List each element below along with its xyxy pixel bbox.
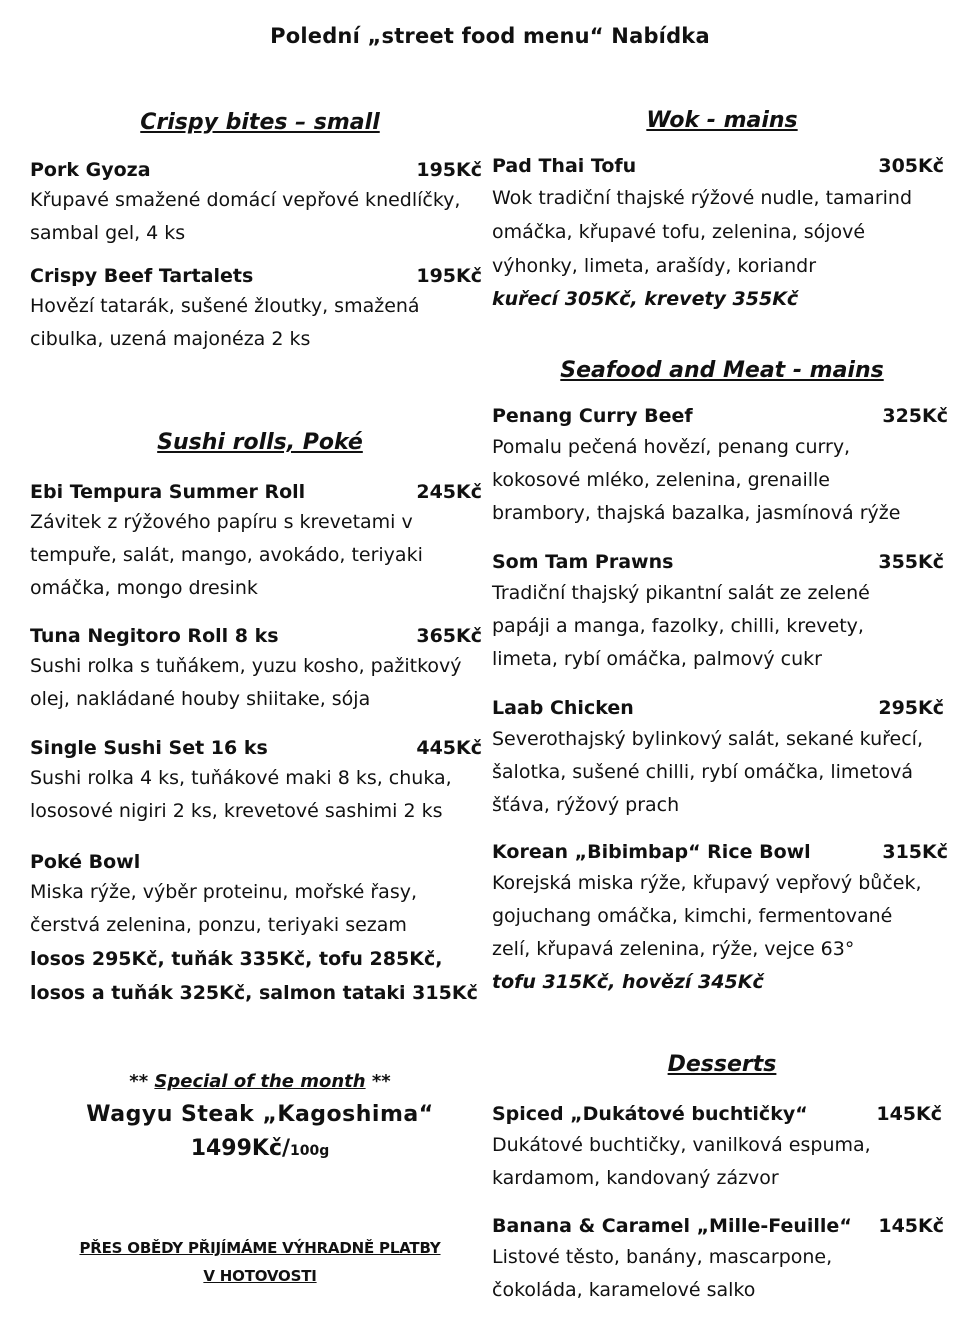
- menu-item-pad-thai-tofu: [492, 155, 944, 316]
- item-description-line: sambal gel, 4 ks: [30, 222, 186, 244]
- special-dish-price: [30, 1136, 490, 1161]
- payment-notice: [30, 1234, 490, 1290]
- section-heading-desserts: Desserts: [667, 1052, 777, 1077]
- item-name: Single Sushi Set 16 ks: [30, 737, 268, 759]
- section-heading-seafood-meat: Seafood and Meat - mains: [560, 358, 884, 383]
- item-price: 295Kč: [878, 697, 944, 719]
- item-name: Spiced „Dukátové buchtičky“: [492, 1103, 808, 1125]
- section-heading-wok: Wok - mains: [646, 108, 798, 133]
- item-description-line: Korejská miska rýže, křupavý vepřový bůček,: [492, 872, 922, 894]
- item-description-line: cibulka, uzená majonéza 2 ks: [30, 328, 311, 350]
- menu-item-penang-curry-beef: [492, 405, 948, 530]
- item-description-line: šalotka, sušené chilli, rybí omáčka, limetová: [492, 761, 914, 783]
- item-price: 445Kč: [416, 737, 482, 759]
- item-description-line: papáji a manga, fazolky, chilli, krevety,: [492, 615, 864, 637]
- menu-item-tuna-negitoro: [30, 625, 482, 716]
- item-description-line: čokoláda, karamelové salko: [492, 1279, 756, 1301]
- item-price: 195Kč: [416, 265, 482, 287]
- item-description-line: Wok tradiční thajské rýžové nudle, tamarind: [492, 187, 913, 209]
- item-price: 315Kč: [882, 841, 948, 863]
- menu-item-poke-bowl: [30, 851, 482, 1010]
- section-heading-sushi: Sushi rolls, Poké: [157, 430, 363, 455]
- item-description-line: Křupavé smažené domácí vepřové knedlíčky,: [30, 189, 461, 211]
- item-description-line: kokosové mléko, zelenina, grenaille: [492, 469, 830, 491]
- item-price: 145Kč: [876, 1103, 942, 1125]
- item-price: 245Kč: [416, 481, 482, 503]
- item-description-line: tempuře, salát, mango, avokádo, teriyaki: [30, 544, 423, 566]
- item-description-line: limeta, rybí omáčka, palmový cukr: [492, 648, 822, 670]
- item-variant-prices: losos a tuňák 325Kč, salmon tataki 315Kč: [30, 982, 478, 1004]
- item-name: Pork Gyoza: [30, 159, 151, 181]
- item-description-line: Sushi rolka 4 ks, tuňákové maki 8 ks, chuka,: [30, 767, 452, 789]
- special-of-month-label: [30, 1071, 490, 1092]
- item-description-line: Listové těsto, banány, mascarpone,: [492, 1246, 833, 1268]
- item-name: Banana & Caramel „Mille-Feuille“: [492, 1215, 852, 1237]
- item-price: 325Kč: [882, 405, 948, 427]
- menu-item-pork-gyoza: [30, 159, 482, 250]
- item-description-line: čerstvá zelenina, ponzu, teriyaki sezam: [30, 914, 407, 936]
- item-price: 145Kč: [878, 1215, 944, 1237]
- menu-item-ebi-tempura: [30, 481, 482, 605]
- item-description-line: Severothajský bylinkový salát, sekané kuřecí,: [492, 728, 923, 750]
- menu-item-som-tam-prawns: [492, 551, 944, 676]
- item-description-line: Dukátové buchtičky, vanilková espuma,: [492, 1134, 871, 1156]
- item-variant-prices: losos 295Kč, tuňák 335Kč, tofu 285Kč,: [30, 948, 443, 970]
- payment-notice-line: V HOTOVOSTI: [203, 1267, 317, 1285]
- item-description-line: Tradiční thajský pikantní salát ze zelené: [492, 582, 870, 604]
- menu-item-dukatove-buchticky: [492, 1103, 942, 1195]
- item-description-line: výhonky, limeta, arašídy, koriandr: [492, 255, 817, 277]
- item-description-line: lososové nigiri 2 ks, krevetové sashimi 2 ks: [30, 800, 443, 822]
- item-description-line: šťáva, rýžový prach: [492, 794, 680, 816]
- item-name: Ebi Tempura Summer Roll: [30, 481, 306, 503]
- item-variant-prices: kuřecí 305Kč, krevety 355Kč: [492, 288, 799, 310]
- item-name: Laab Chicken: [492, 697, 634, 719]
- item-price: 305Kč: [878, 155, 944, 177]
- item-description-line: Závitek z rýžového papíru s krevetami v: [30, 511, 413, 533]
- menu-item-korean-bibimbap: [492, 841, 948, 999]
- item-description-line: omáčka, mongo dresink: [30, 577, 258, 599]
- item-variant-prices: tofu 315Kč, hovězí 345Kč: [492, 971, 764, 993]
- item-description-line: gojuchang omáčka, kimchi, fermentované: [492, 905, 893, 927]
- special-price-unit: 100g: [290, 1143, 330, 1159]
- menu-item-crispy-beef-tartalets: [30, 265, 482, 356]
- item-price: 195Kč: [416, 159, 482, 181]
- item-description-line: olej, nakládané houby shiitake, sója: [30, 688, 371, 710]
- menu-item-laab-chicken: [492, 697, 944, 822]
- item-name: Tuna Negitoro Roll 8 ks: [30, 625, 279, 647]
- item-name: Pad Thai Tofu: [492, 155, 637, 177]
- item-name: Poké Bowl: [30, 851, 141, 873]
- item-description-line: Pomalu pečená hovězí, penang curry,: [492, 436, 851, 458]
- special-dish-name: Wagyu Steak „Kagoshima“: [86, 1102, 434, 1127]
- item-name: Penang Curry Beef: [492, 405, 693, 427]
- item-description-line: Miska rýže, výběr proteinu, mořské řasy,: [30, 881, 418, 903]
- item-description-line: brambory, thajská bazalka, jasmínová rýže: [492, 502, 901, 524]
- item-price: 365Kč: [416, 625, 482, 647]
- item-name: Crispy Beef Tartalets: [30, 265, 254, 287]
- special-suffix: **: [371, 1071, 391, 1092]
- special-price-value: 1499Kč/: [190, 1136, 291, 1161]
- special-prefix: **: [129, 1071, 149, 1092]
- item-name: Som Tam Prawns: [492, 551, 674, 573]
- item-description-line: Sushi rolka s tuňákem, yuzu kosho, pažitkový: [30, 655, 462, 677]
- item-description-line: omáčka, křupavé tofu, zelenina, sójové: [492, 221, 866, 243]
- menu-item-banana-caramel: [492, 1215, 944, 1307]
- item-description-line: kardamom, kandovaný zázvor: [492, 1167, 779, 1189]
- item-name: Korean „Bibimbap“ Rice Bowl: [492, 841, 811, 863]
- section-heading-crispy: Crispy bites – small: [140, 110, 380, 135]
- payment-notice-line: PŘES OBĚDY PŘIJÍMÁME VÝHRADNĚ PLATBY: [79, 1239, 441, 1257]
- item-price: 355Kč: [878, 551, 944, 573]
- menu-item-single-sushi-set: [30, 737, 482, 828]
- item-description-line: Hovězí tatarák, sušené žloutky, smažená: [30, 295, 420, 317]
- special-label-text: Special of the month: [154, 1071, 366, 1092]
- item-description-line: zelí, křupavá zelenina, rýže, vejce 63°: [492, 938, 855, 960]
- page-title: Polední „street food menu“ Nabídka: [270, 24, 710, 48]
